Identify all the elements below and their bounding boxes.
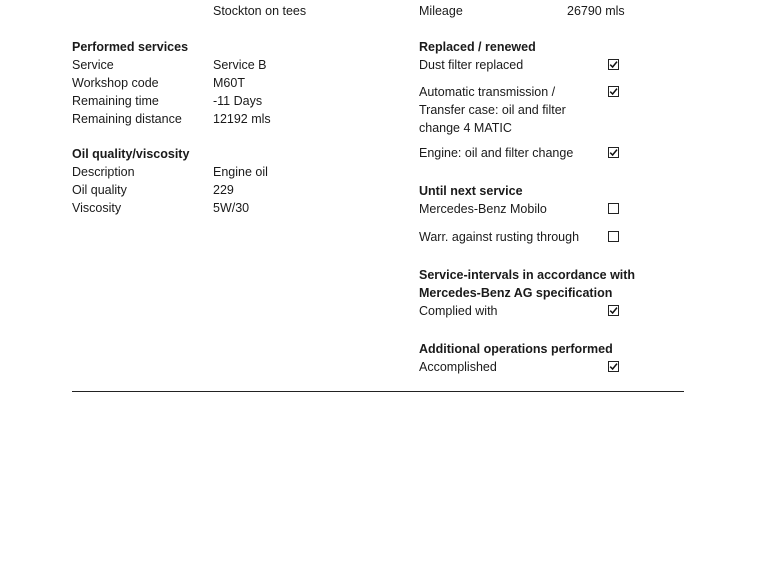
mobilo-checkbox[interactable]: [608, 203, 619, 214]
viscosity-value: 5W/30: [213, 201, 250, 215]
rust-warranty-checkbox[interactable]: [608, 231, 619, 242]
workshop-code-value: M60T: [213, 76, 245, 90]
mileage-value: 26790 mls: [567, 4, 625, 18]
remaining-distance-value: 12192 mls: [213, 112, 271, 126]
auto-transmission-label-line-2: Transfer case: oil and filter: [419, 103, 566, 117]
auto-transmission-label-line-3: change 4 MATIC: [419, 121, 512, 135]
engine-oil-filter-checkbox[interactable]: [608, 147, 619, 158]
checkmark-icon: [609, 87, 618, 96]
description-label: Description: [72, 165, 135, 179]
additional-operations-heading: Additional operations performed: [419, 342, 613, 356]
service-intervals-heading-line-1: Service-intervals in accordance with: [419, 268, 636, 282]
service-label: Service: [72, 58, 114, 72]
dust-filter-label: Dust filter replaced: [419, 58, 524, 72]
workshop-code-label: Workshop code: [72, 76, 159, 90]
oil-quality-label: Oil quality: [72, 183, 127, 197]
location-value: Stockton on tees: [213, 4, 307, 18]
performed-services-heading: Performed services: [72, 40, 189, 54]
checkmark-icon: [609, 148, 618, 157]
viscosity-label: Viscosity: [72, 201, 122, 215]
section-divider: [72, 391, 684, 392]
checkmark-icon: [609, 362, 618, 371]
accomplished-checkbox[interactable]: [608, 361, 619, 372]
service-value: Service B: [213, 58, 267, 72]
auto-transmission-checkbox[interactable]: [608, 86, 619, 97]
checkmark-icon: [609, 60, 618, 69]
dust-filter-checkbox[interactable]: [608, 59, 619, 70]
oil-quality-value: 229: [213, 183, 234, 197]
rust-warranty-label: Warr. against rusting through: [419, 230, 580, 244]
accomplished-label: Accomplished: [419, 360, 497, 374]
remaining-time-label: Remaining time: [72, 94, 159, 108]
engine-oil-filter-label: Engine: oil and filter change: [419, 146, 574, 160]
mobilo-label: Mercedes-Benz Mobilo: [419, 202, 547, 216]
auto-transmission-label-line-1: Automatic transmission /: [419, 85, 556, 99]
description-value: Engine oil: [213, 165, 268, 179]
oil-quality-heading: Oil quality/viscosity: [72, 147, 190, 161]
remaining-time-value: -11 Days: [213, 94, 263, 108]
complied-with-label: Complied with: [419, 304, 498, 318]
mileage-label: Mileage: [419, 4, 463, 18]
until-next-service-heading: Until next service: [419, 184, 523, 198]
complied-with-checkbox[interactable]: [608, 305, 619, 316]
replaced-renewed-heading: Replaced / renewed: [419, 40, 536, 54]
service-intervals-heading-line-2: Mercedes-Benz AG specification: [419, 286, 613, 300]
checkmark-icon: [609, 306, 618, 315]
remaining-distance-label: Remaining distance: [72, 112, 182, 126]
